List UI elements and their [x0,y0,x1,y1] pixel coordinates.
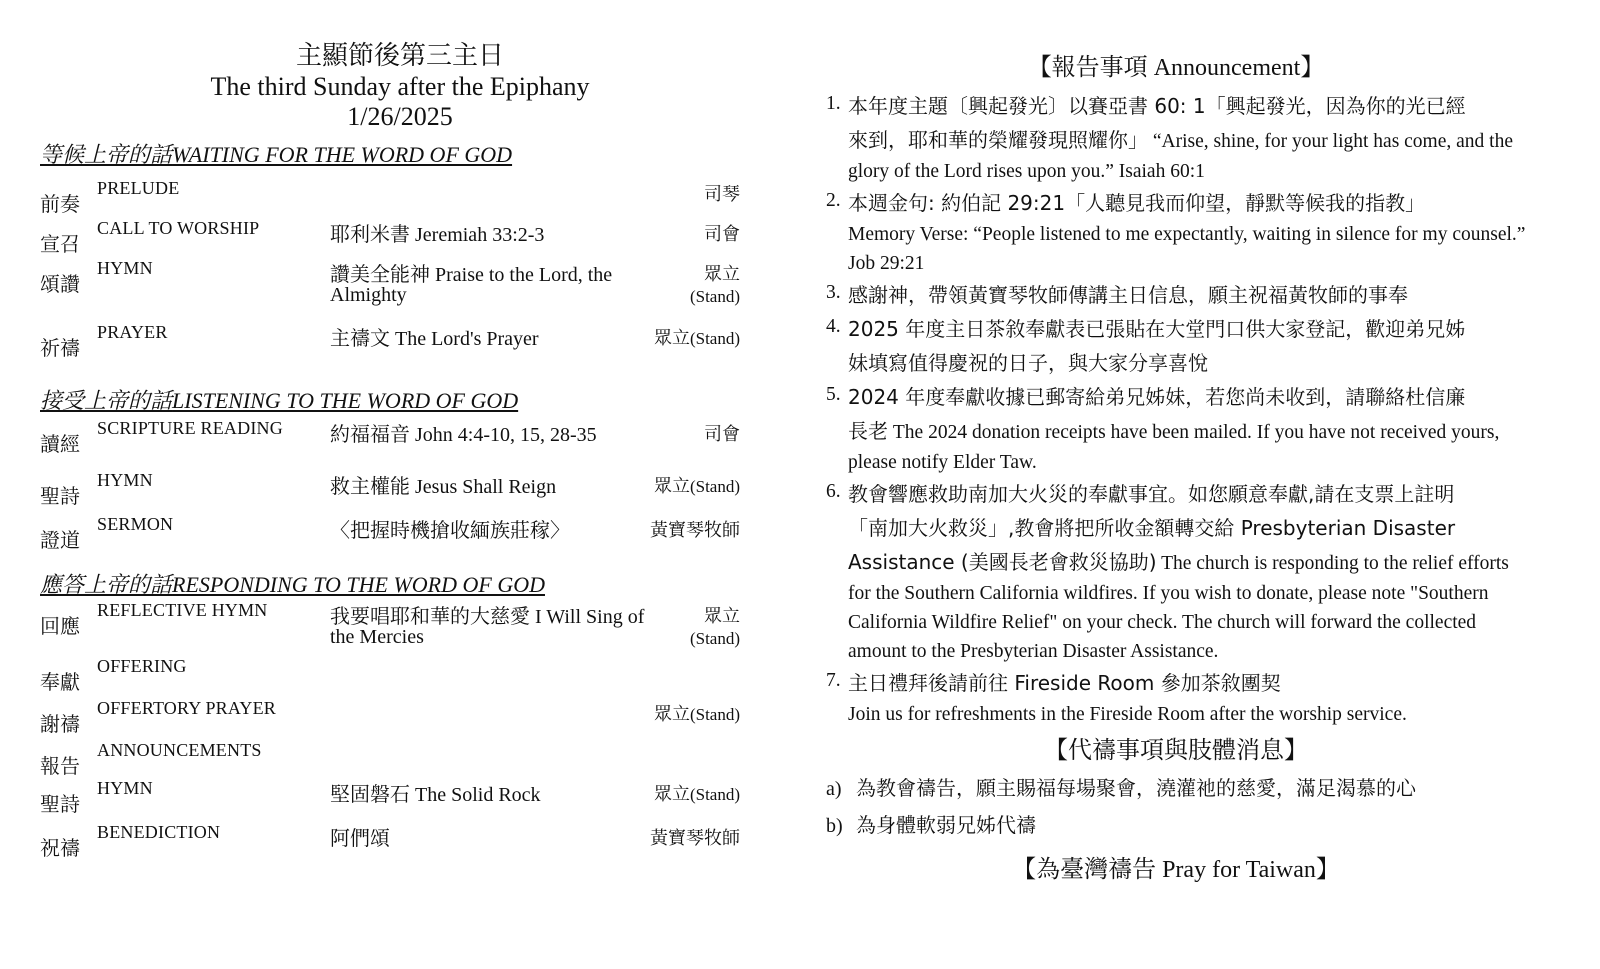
item-label-en: SERMON [97,514,174,534]
item-detail-zh: 主禱文 [330,326,390,350]
announcement-item [826,312,1526,380]
item-label-zh: 宣召 [40,232,80,256]
section-heading-en: LISTENING TO THE WORD OF GOD [172,388,519,413]
participant-zh: 眾立 [653,784,690,805]
liturgy-item [40,740,760,780]
announcement-number: 6. [826,481,841,502]
title-chinese: 主顯節後第三主日 [295,41,504,71]
item-label-zh: 奉獻 [40,670,80,694]
announcement-number: 4. [826,316,841,337]
item-label-en: CALL TO WORSHIP [97,218,260,238]
item-detail-en: Praise to the Lord, the Almighty [330,264,613,306]
participant-zh: 司會 [704,224,740,245]
item-detail [330,606,670,647]
item-participant [690,264,740,308]
item-detail [330,520,670,541]
prayer-item [826,770,1526,807]
announcement-number: 1. [826,93,841,114]
item-detail [330,828,670,849]
section-heading-zh: 應答上帝的話 [40,573,173,598]
item-detail [330,784,670,805]
liturgy-item [40,600,760,654]
item-detail-en: Jeremiah 33:2-3 [410,224,545,246]
item-detail-zh: 讚美全能神 [330,262,430,286]
item-label-zh: 聖詩 [40,484,80,508]
announcement-zh: 本年度主題〔興起發光〕以賽亞書 60: 1「興起發光，因為你的光已經 [848,94,1466,118]
announcement-heading: 【報告事項 Announcement】 [1027,53,1325,81]
announcement-zh: 2025 年度主日茶敘奉獻表已張貼在大堂門口供大家登記，歡迎弟兄姊 [848,317,1466,341]
item-participant [654,328,740,350]
participant-zh: 眾立 [653,328,690,349]
item-detail [330,424,670,445]
announcement-number: 3. [826,282,841,303]
item-label-en: HYMN [97,258,153,278]
announcement-en: “Arise, shine, for your light has come, and the glory of the Lord rises upon you.” Isaiah 60:1 [848,131,1513,182]
item-participant [650,520,740,542]
prayer-heading: 【代禱事項與肢體消息】 [1044,736,1308,764]
section-heading [40,138,512,169]
item-detail-zh: 救主權能 [330,474,410,498]
item-detail-zh: 〈把握時機搶收緬族莊稼〉 [330,518,570,542]
participant-zh: 眾立 [704,606,740,627]
announcement-item [826,666,1526,729]
taiwan-heading: 【為臺灣禱告 Pray for Taiwan】 [1012,855,1340,883]
item-participant [654,476,740,498]
announcement-en: Join us for refreshments in the Fireside Room after the worship service. [848,704,1407,725]
item-label-zh: 聖詩 [40,792,80,816]
liturgy-item [40,656,760,696]
item-label-zh: 祝禱 [40,836,80,860]
participant-en: (Stand) [689,705,740,724]
item-label-zh: 回應 [40,614,80,638]
item-detail-zh: 堅固磐石 [330,782,410,806]
section-heading-zh: 等候上帝的話 [40,143,173,168]
item-detail [330,328,670,349]
item-label-en: OFFERING [97,656,187,676]
item-label-en: PRELUDE [97,178,180,198]
announcement-number: 2. [826,190,841,211]
announcement-zh-cont: 「南加大火救災」,教會將把所收金額轉交給 Presbyterian Disaster Assistance (美國長老會救災協助) [848,516,1456,574]
item-participant [704,424,740,446]
item-participant [704,184,740,206]
prayer-label: a) [826,778,842,800]
item-participant [654,704,740,726]
item-label-zh: 頌讚 [40,272,80,296]
section-heading-zh: 接受上帝的話 [40,389,173,414]
liturgy-item [40,322,760,366]
section-heading-en: RESPONDING TO THE WORD OF GOD [172,572,545,597]
participant-zh: 眾立 [653,704,690,725]
prayer-item [826,807,1526,844]
item-label-zh: 報告 [40,754,80,778]
section-heading [40,384,518,415]
item-label-en: SCRIPTURE READING [97,418,283,438]
participant-en: (Stand) [689,629,740,648]
liturgy-item [40,822,760,862]
announcement-zh: 本週金句: 約伯記 29:21「人聽見我而仰望，靜默等候我的指教」 [848,191,1426,215]
item-label-en: ANNOUNCEMENTS [97,740,262,760]
item-label-en: BENEDICTION [97,822,221,842]
participant-zh: 司會 [704,424,740,445]
liturgy-item [40,178,760,218]
item-label-zh: 讀經 [40,432,80,456]
bulletin-header [40,40,760,132]
announcement-zh-cont: 長老 [848,419,888,443]
announcement-item [826,380,1526,477]
item-participant [690,606,740,650]
item-label-en: REFLECTIVE HYMN [97,600,268,620]
item-label-zh: 祈禱 [40,336,80,360]
announcement-number: 5. [826,384,841,405]
prayer-text: 為教會禱告，願主賜福每場聚會，澆灌祂的慈愛，滿足渴慕的心 [856,776,1416,800]
announcement-en: The church is responding to the relief efforts for the Southern California wildfires. If you wish to donate, please note "Southern California Wildfire Relief" on your check. The church will forward the collected amount to the Presbyterian Disaster Assistance. [848,553,1509,662]
service-date: 1/26/2025 [347,102,453,131]
liturgy-item [40,470,760,512]
item-label-en: PRAYER [97,322,168,342]
item-participant [650,828,740,850]
order-of-worship [40,40,780,860]
participant-zh: 眾立 [704,264,740,285]
item-detail [330,264,670,305]
item-detail-en: Jesus Shall Reign [410,476,557,498]
liturgy-item [40,698,760,738]
participant-en: (Stand) [689,785,740,804]
announcement-zh-cont: 來到，耶和華的榮耀發現照耀你」 [848,128,1148,152]
announcement-zh: 2024 年度奉獻收據已郵寄給弟兄姊妹，若您尚未收到，請聯絡杜信廉 [848,385,1466,409]
item-detail-en: The Lord's Prayer [390,328,539,350]
participant-zh: 眾立 [653,476,690,497]
announcement-zh: 教會響應救助南加大火災的奉獻事宜。如您願意奉獻,請在支票上註明 [848,482,1455,506]
item-detail-zh: 約福福音 [330,422,410,446]
item-detail-zh: 阿們頌 [330,826,390,850]
item-participant [704,224,740,246]
announcement-en: Memory Verse: “People listened to me expectantly, waiting in silence for my counsel.” Job 29:21 [848,224,1526,274]
announcement-item [826,477,1526,666]
item-detail-zh: 耶利米書 [330,222,410,246]
item-label-zh: 證道 [40,528,80,552]
announcement-number: 7. [826,670,841,691]
item-label-zh: 謝禱 [40,712,80,736]
participant-en: (Stand) [689,329,740,348]
item-detail-en: John 4:4-10, 15, 28-35 [410,424,597,446]
section-heading-en: WAITING FOR THE WORD OF GOD [172,142,513,167]
announcement-item [826,186,1526,278]
item-participant [654,784,740,806]
participant-zh: 黃寶琴牧師 [650,828,740,849]
item-label-zh: 前奏 [40,192,80,216]
participant-zh: 司琴 [704,184,740,205]
item-detail-en: I Will Sing of the Mercies [330,606,645,648]
liturgy-item [40,258,760,318]
prayer-list [826,770,1526,844]
item-detail-zh: 我要唱耶和華的大慈愛 [330,604,530,628]
announcement-zh: 主日禮拜後請前往 Fireside Room 參加茶敘團契 [848,671,1281,695]
section-heading [40,568,545,599]
item-label-en: OFFERTORY PRAYER [97,698,277,718]
liturgy-item [40,418,760,468]
item-label-en: HYMN [97,470,153,490]
item-detail [330,224,670,245]
title-english: The third Sunday after the Epiphany [210,72,590,101]
liturgy-item [40,514,760,556]
announcement-zh: 感謝神，帶領黃寶琴牧師傳講主日信息，願主祝福黃牧師的事奉 [848,283,1408,307]
announcements-panel [826,52,1526,885]
prayer-label: b) [826,815,843,837]
item-label-en: HYMN [97,778,153,798]
liturgy-item [40,218,760,258]
item-detail-en: The Solid Rock [410,784,541,806]
announcement-zh-cont: 妹填寫值得慶祝的日子，與大家分享喜悅 [848,351,1208,375]
announcement-list [826,89,1526,729]
participant-en: (Stand) [689,477,740,496]
item-detail [330,476,670,497]
prayer-text: 為身體軟弱兄姊代禱 [856,813,1036,837]
liturgy-item [40,778,760,818]
announcement-en: The 2024 donation receipts have been mailed. If you have not received yours, please notify Elder Taw. [848,422,1500,473]
participant-zh: 黃寶琴牧師 [650,520,740,541]
announcement-item [826,278,1526,312]
participant-en: (Stand) [689,287,740,306]
announcement-item [826,89,1526,186]
